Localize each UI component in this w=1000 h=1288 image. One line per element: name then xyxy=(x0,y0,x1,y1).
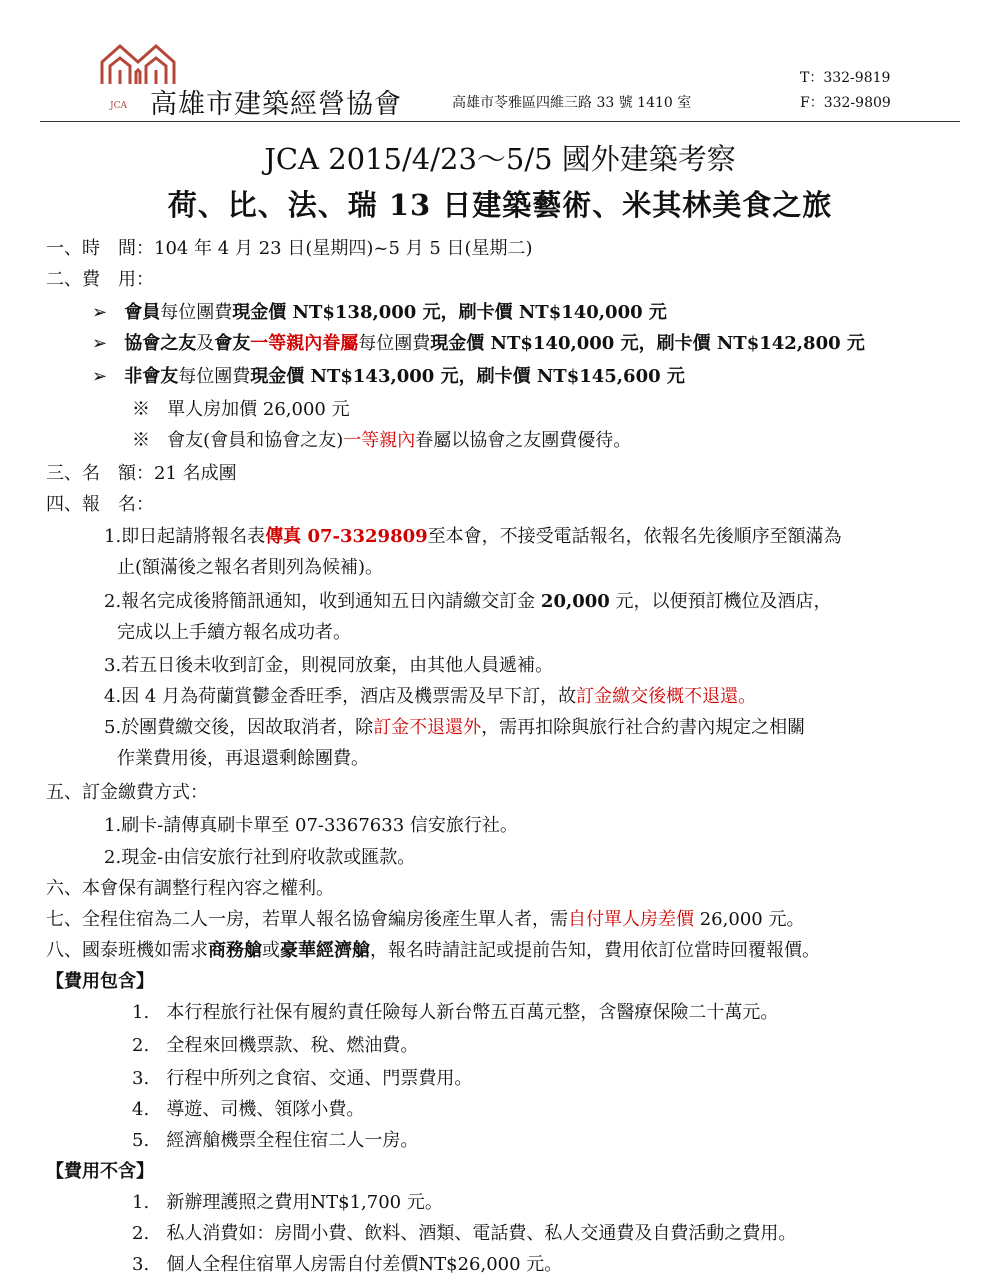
fee-text: 協會之友 xyxy=(124,333,197,354)
included-item xyxy=(132,1128,418,1154)
item-number: 1. xyxy=(132,1192,150,1213)
section-rights: 六、本會保有調整行程內容之權利。 xyxy=(46,878,334,899)
deposit-item-1 xyxy=(104,813,518,839)
signup-item-1-cont: 止(額滿後之報名者則列為候補)。 xyxy=(117,557,384,578)
included-heading: 【費用包含】 xyxy=(46,971,154,992)
fee-bullet-friend xyxy=(92,331,865,357)
section-text: 26,000 元。 xyxy=(699,909,805,930)
excluded-item xyxy=(132,1190,443,1216)
signup-item-1 xyxy=(104,524,842,550)
item-number: 2. xyxy=(104,847,122,868)
note-text: 單人房加價 26,000 元 xyxy=(167,399,350,420)
fee-text: 現金價 NT$143,000 元，刷卡價 NT$145,600 元 xyxy=(250,366,685,387)
section-flight-class xyxy=(46,938,820,964)
section-text: 104 年 4 月 23 日(星期四)~5 月 5 日(星期二) xyxy=(154,238,533,259)
telephone: T：332-9819 xyxy=(800,70,891,86)
fee-text: 及 xyxy=(196,333,215,354)
fee-text: 一等親內眷屬 xyxy=(250,333,359,354)
item-text: 若五日後未收到訂金，則視同放棄，由其他人員遞補。 xyxy=(121,655,554,676)
item-number: 2. xyxy=(132,1035,150,1056)
item-text: 個人全程住宿單人房需自付差價NT$26,000 元。 xyxy=(166,1254,563,1275)
item-text: 新辦理護照之費用NT$1,700 元。 xyxy=(166,1192,443,1213)
section-text: 商務艙 xyxy=(208,940,262,961)
item-number: 1. xyxy=(132,1002,150,1023)
section-text: 自付單人房差價 xyxy=(568,909,694,930)
section-deposit-label: 五、訂金繳費方式： xyxy=(46,782,208,803)
signup-item-2-cont: 完成以上手續方報名成功者。 xyxy=(117,622,351,643)
item-number: 4. xyxy=(104,686,122,707)
section-text: ，報名時請註記或提前告知，費用依訂位當時回覆報價。 xyxy=(370,940,820,961)
section-text: 八、國泰班機如需求 xyxy=(46,940,208,961)
section-text: 或 xyxy=(262,940,280,961)
item-text: 本行程旅行社保有履約責任險每人新台幣五百萬元整，含醫療保險二十萬元。 xyxy=(166,1002,779,1023)
header-divider xyxy=(40,121,960,122)
note-text: 眷屬以協會之友團費優待。 xyxy=(415,430,632,451)
item-number: 3. xyxy=(132,1068,150,1089)
deposit-item-2 xyxy=(104,845,415,871)
arrow-icon: ➢ xyxy=(92,302,108,323)
item-number: 1. xyxy=(104,526,122,547)
fax: F：332-9809 xyxy=(800,95,891,111)
arrow-icon: ➢ xyxy=(92,333,108,354)
item-text: 報名完成後將簡訊通知，收到通知五日內請繳交訂金 xyxy=(121,591,536,612)
fee-text: 現金價 NT$138,000 元，刷卡價 NT$140,000 元 xyxy=(232,302,667,323)
item-text: 行程中所列之食宿、交通、門票費用。 xyxy=(166,1068,473,1089)
section-quota xyxy=(46,461,237,487)
item-number: 1. xyxy=(104,815,122,836)
item-number: 2. xyxy=(132,1223,150,1244)
note-text: 會友(會員和協會之友) xyxy=(167,430,344,451)
fee-bullet-nonmember xyxy=(92,364,685,390)
section-signup-label: 四、報 名： xyxy=(46,494,154,515)
item-text: 20,000 xyxy=(540,591,610,612)
fee-bullet-member xyxy=(92,300,667,326)
signup-item-3 xyxy=(104,653,553,679)
item-text: 全程來回機票款、稅、燃油費。 xyxy=(166,1035,419,1056)
item-text: 至本會，不接受電話報名，依報名先後順序至額滿為 xyxy=(427,526,842,547)
item-text: 現金-由信安旅行社到府收款或匯款。 xyxy=(121,847,416,868)
section-time xyxy=(46,236,533,262)
fee-text: 每位團費 xyxy=(178,366,251,387)
page-subtitle: 荷、比、法、瑞 13 日建築藝術、米其林美食之旅 xyxy=(167,188,833,222)
item-text: 導遊、司機、領隊小費。 xyxy=(166,1099,365,1120)
item-text: 即日起請將報名表 xyxy=(121,526,266,547)
included-item xyxy=(132,1066,472,1092)
note-mark-icon: ※ xyxy=(132,399,150,420)
section-text: 七、全程住宿為二人一房，若單人報名協會編房後產生單人者，需 xyxy=(46,909,568,930)
signup-item-4 xyxy=(104,684,756,710)
item-text: ，需再扣除與旅行社合約書內規定之相關 xyxy=(481,717,806,738)
signup-item-5 xyxy=(104,715,805,741)
association-name: 高雄市建築經營協會 xyxy=(150,89,402,120)
item-number: 5. xyxy=(104,717,122,738)
item-text: 訂金繳交後概不退還。 xyxy=(576,686,757,707)
section-label: 三、名 額： xyxy=(46,463,154,484)
section-label: 一、時 間： xyxy=(46,238,154,259)
signup-item-5-cont: 作業費用後，再退還剩餘團費。 xyxy=(117,748,369,769)
item-number: 3. xyxy=(132,1254,150,1275)
fee-text: 非會友 xyxy=(124,366,179,387)
item-number: 5. xyxy=(132,1130,150,1151)
signup-item-2 xyxy=(104,589,832,615)
fee-text: 每位團費 xyxy=(160,302,233,323)
item-text: 經濟艙機票全程住宿二人一房。 xyxy=(166,1130,419,1151)
fee-text: 每位團費 xyxy=(358,333,431,354)
excluded-heading: 【費用不含】 xyxy=(46,1161,154,1182)
item-number: 2. xyxy=(104,591,122,612)
section-text: 21 名成團 xyxy=(154,463,237,484)
note-text: 一等親內 xyxy=(343,430,416,451)
note-mark-icon: ※ xyxy=(132,430,150,451)
included-item xyxy=(132,1097,364,1123)
fee-text: 會友 xyxy=(214,333,251,354)
fee-note-single-room xyxy=(132,397,350,423)
included-item xyxy=(132,1033,418,1059)
item-number: 4. xyxy=(132,1099,150,1120)
arrow-icon: ➢ xyxy=(92,366,108,387)
fee-note-relatives xyxy=(132,428,631,454)
item-text: 訂金不退還外 xyxy=(373,717,482,738)
association-address: 高雄市苓雅區四維三路 33 號 1410 室 xyxy=(452,95,692,111)
section-accommodation xyxy=(46,907,804,933)
page-title: JCA 2015/4/23～5/5 國外建築考察 xyxy=(264,142,736,176)
item-text: 傳真 07-3329809 xyxy=(265,526,428,547)
section-fee-label: 二、費 用： xyxy=(46,269,154,290)
included-item xyxy=(132,1000,778,1026)
excluded-item xyxy=(132,1221,796,1247)
item-number: 3. xyxy=(104,655,122,676)
logo-text: JCA xyxy=(110,101,127,111)
excluded-item xyxy=(132,1252,562,1278)
item-text: 於團費繳交後，因故取消者，除 xyxy=(121,717,374,738)
item-text: 因 4 月為荷蘭賞鬱金香旺季，酒店及機票需及早下訂，故 xyxy=(121,686,577,707)
item-text: 私人消費如：房間小費、飲料、酒類、電話費、私人交通費及自費活動之費用。 xyxy=(166,1223,797,1244)
fee-text: 會員 xyxy=(124,302,161,323)
item-text: 元，以便預訂機位及酒店， xyxy=(615,591,832,612)
item-text: 刷卡-請傳真刷卡單至 07-3367633 信安旅行社。 xyxy=(121,815,518,836)
section-text: 豪華經濟艙 xyxy=(280,940,370,961)
fee-text: 現金價 NT$140,000 元，刷卡價 NT$142,800 元 xyxy=(430,333,865,354)
